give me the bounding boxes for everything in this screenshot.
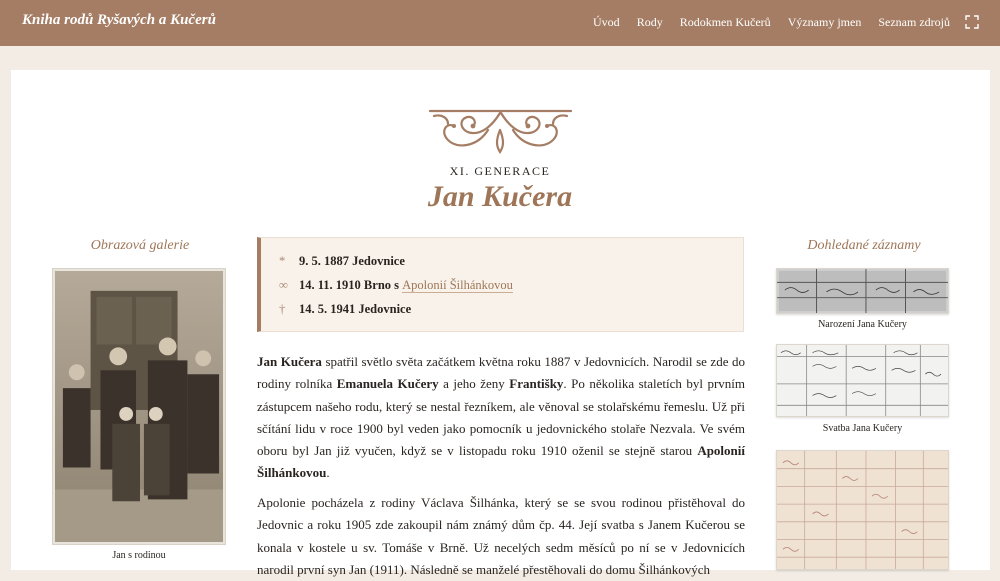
birth-fact — [279, 254, 405, 269]
bio-text: spatřil světlo světa začátkem května roku 1887 v Jedovnicích. Narodil se zde do rodiny rolníka — [257, 354, 745, 392]
gallery-heading: Obrazová galerie — [90, 238, 190, 253]
marriage-fact — [279, 278, 513, 293]
marriage-text: 14. 11. 1910 Brno s — [299, 278, 403, 292]
birth-icon: * — [279, 254, 286, 268]
life-facts-box — [257, 237, 744, 332]
birth-text: 9. 5. 1887 Jedovnice — [299, 254, 405, 268]
flourish-ornament — [428, 108, 573, 154]
father-name: Emanuela Kučery — [336, 376, 439, 392]
family-photo[interactable] — [52, 268, 226, 545]
bio-text: a jeho ženy — [438, 376, 510, 392]
bio-paragraph-2: Apolonie pocházela z rodiny Václava Šilhánka, který se se svou rodinou přistěhoval do Jedovnic a roku 1905 zde zakoupil nám známý dům čp. 44. Její svatba s Janem Kučerou se konala v kostele u sv. Tomáše v Brně. Už necelých sedm měsíců po ní se v Jedovnicích narodil první syn Jan (1911). Následně se manželé přestěhovali do domu Šilhánkových — [257, 495, 745, 577]
marriage-record-thumbnail[interactable] — [776, 344, 949, 417]
main-nav — [593, 15, 950, 30]
top-navbar — [0, 0, 1000, 46]
birth-record-thumbnail[interactable] — [776, 268, 949, 314]
nav-item-zdroje[interactable]: Seznam zdrojů — [878, 15, 950, 29]
generation-label: XI. GENERACE — [449, 164, 551, 178]
bio-text: . — [326, 465, 330, 481]
mother-name: Františky — [509, 376, 564, 392]
bio-paragraph-1 — [257, 351, 745, 485]
fullscreen-icon[interactable] — [966, 16, 978, 28]
site-brand[interactable]: Kniha rodů Ryšavých a Kučerů — [22, 12, 216, 28]
nav-item-vyznamy[interactable]: Významy jmen — [787, 15, 862, 29]
photo-caption: Jan s rodinou — [112, 550, 166, 561]
census-record-thumbnail[interactable] — [776, 450, 949, 570]
person-name: Jan Kučera — [257, 354, 322, 369]
nav-item-rody[interactable]: Rody — [636, 15, 663, 29]
record-caption: Svatba Jana Kučery — [822, 423, 903, 434]
page-title: Jan Kučera — [427, 180, 573, 213]
death-text: 14. 5. 1941 Jedovnice — [299, 302, 412, 316]
marriage-icon: ∞ — [279, 278, 288, 292]
nav-item-uvod[interactable]: Úvod — [593, 15, 620, 29]
wife-name: Apolonií Šilhánkovou — [257, 443, 745, 481]
nav-item-rodokmen[interactable]: Rodokmen Kučerů — [679, 15, 771, 29]
death-icon: † — [279, 302, 286, 316]
bio-text: . Po několika staletích byl prvním zástupcem našeho rodu, který se nestal řezníkem, ale věnoval se stolařskému řemeslu. Už při sčítání lidu v roce 1900 byl veden jako pomocník u jedovnického stolaře Nezvala. Ve svém oboru byl Jan již vyučen, když se v listopadu roku 1910 oženil se stejně starou — [257, 376, 745, 459]
spouse-link[interactable]: Apolonií Šilhánkovou — [402, 278, 513, 292]
records-heading: Dohledané záznamy — [807, 238, 921, 253]
death-fact — [279, 302, 411, 317]
record-caption: Narození Jana Kučery — [818, 319, 907, 330]
